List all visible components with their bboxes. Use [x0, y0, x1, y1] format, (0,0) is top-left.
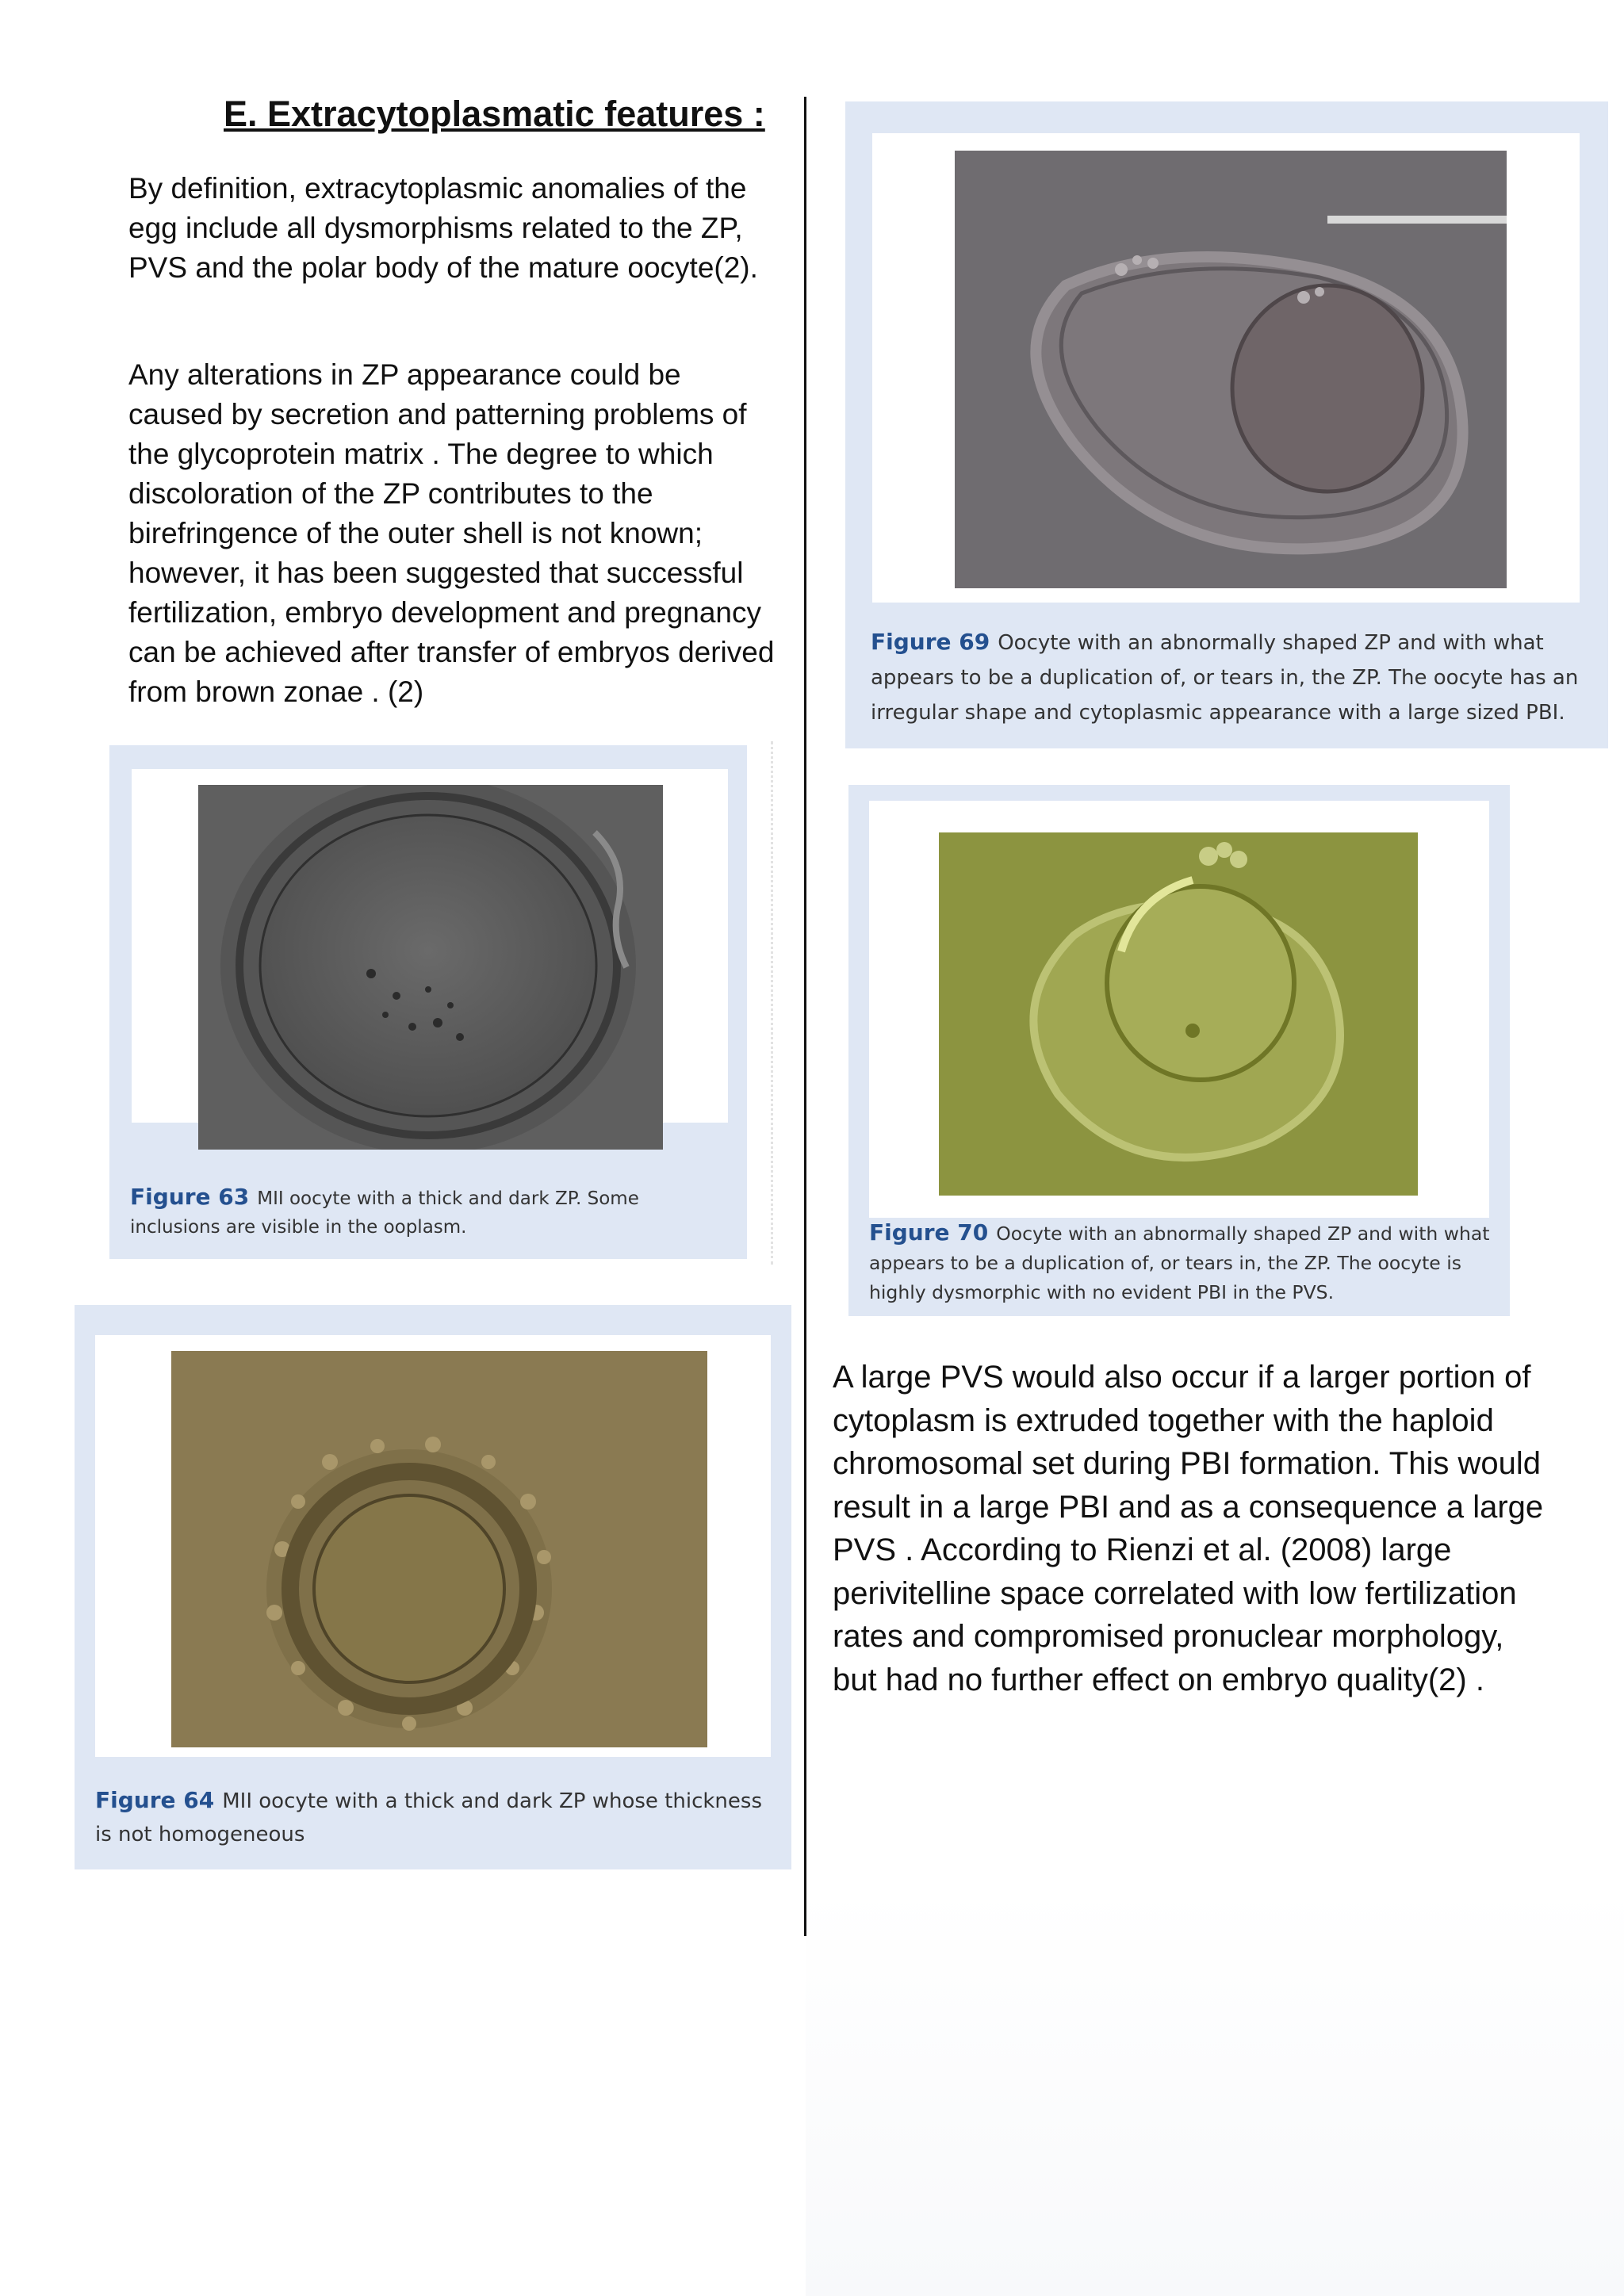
- column-divider: [804, 97, 806, 1936]
- figure-69-caption-text: Oocyte with an abnormally shaped ZP and with what appears to be a duplication of, or tears in, the ZP. The oocyte has an irregular shape and cytoplasmic appearance with a large sized PBI.: [871, 631, 1579, 725]
- dotted-guide-line: [771, 741, 773, 1265]
- figure-70-panel: [848, 785, 1510, 1316]
- figure-64-caption-text: MII oocyte with a thick and dark ZP whose thickness is not homogeneous: [95, 1789, 762, 1846]
- figure-69-frame: [872, 133, 1580, 603]
- figure-70-caption: [869, 1218, 1491, 1307]
- figure-69-image: [955, 151, 1507, 588]
- figure-64-image: [171, 1351, 707, 1747]
- figure-63-panel: [109, 745, 747, 1259]
- figure-64-caption: [95, 1784, 777, 1851]
- figure-69-caption: [871, 625, 1584, 730]
- page-background-tint: [806, 1887, 1624, 2296]
- figure-63-frame: [132, 769, 728, 1123]
- figure-70-image: [939, 832, 1418, 1196]
- figure-70-label: Figure 70: [869, 1219, 989, 1246]
- figure-64-frame: [95, 1335, 771, 1757]
- figure-63-label: Figure 63: [130, 1184, 250, 1210]
- figure-63-caption-text: MII oocyte with a thick and dark ZP. Some inclusions are visible in the ooplasm.: [130, 1188, 639, 1238]
- section-heading: E. Extracytoplasmatic features :: [224, 94, 765, 134]
- figure-64-label: Figure 64: [95, 1787, 215, 1813]
- paragraph-definition: By definition, extracytoplasmic anomalies of the egg include all dysmorphisms related to the ZP, PVS and the polar body of the mature oocyte(2).: [128, 172, 758, 284]
- figure-63-image: [198, 785, 663, 1150]
- paragraph-zp-alterations: Any alterations in ZP appearance could be caused by secretion and patterning problems of the glycoprotein matrix . The degree to which discoloration of the ZP contributes to the birefringence of the outer shell is not known; however, it has been suggested that successful fertilization, embryo development and pregnancy can be achieved after transfer of embryos derived from brown zonae . (2): [128, 358, 775, 708]
- figure-69-label: Figure 69: [871, 629, 990, 655]
- figure-69-panel: [845, 101, 1608, 748]
- figure-63-caption: [130, 1183, 733, 1242]
- paragraph-large-pvs: A large PVS would also occur if a larger portion of cytoplasm is extruded together with the haploid chromosomal set during PBI formation. This would result in a large PBI and as a consequence a large PVS . According to Rienzi et al. (2008) large perivitelline space correlated with low fertilization rates and compromised pronuclear morphology, but had no further effect on embryo quality(2) .: [833, 1360, 1544, 1697]
- figure-70-caption-text: Oocyte with an abnormally shaped ZP and with what appears to be a duplication of, or tears in, the ZP. The oocyte is highly dysmorphic with no evident PBI in the PVS.: [869, 1223, 1490, 1303]
- figure-64-panel: [75, 1305, 791, 1869]
- figure-70-frame: [869, 801, 1489, 1218]
